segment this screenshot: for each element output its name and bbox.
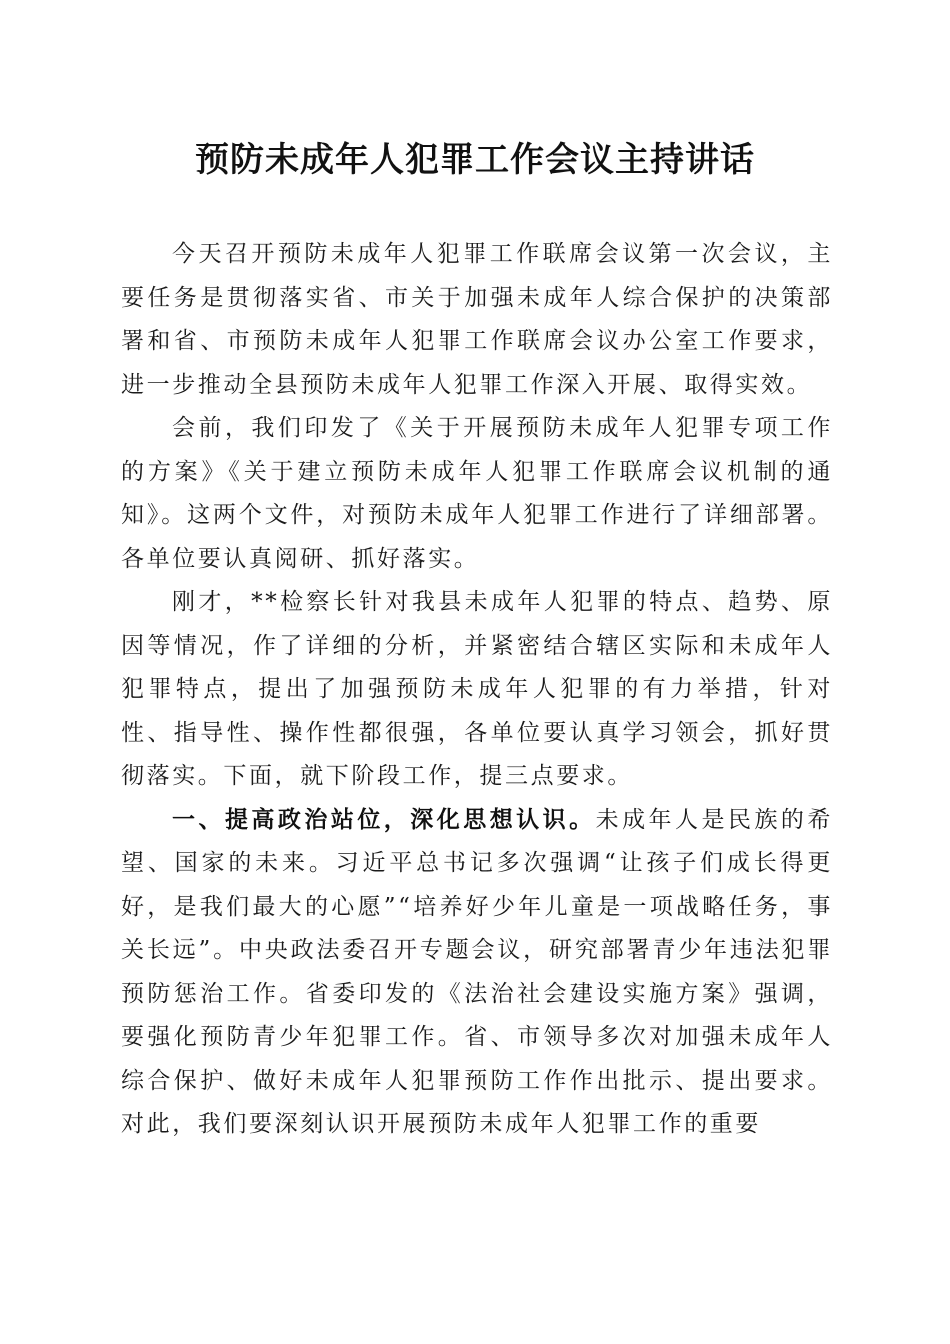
paragraph-requirement-one [121, 799, 833, 1147]
document-title: 预防未成年人犯罪工作会议主持讲话 [195, 140, 755, 180]
paragraph-opening: 今天召开预防未成年人犯罪工作联席会议第一次会议，主要任务是贯彻落实省、市关于加强未成年人综合保护的决策部署和省、市预防未成年人犯罪工作联席会议办公室工作要求，进一步推动全县预防未成年人犯罪工作深入开展、取得实效。 [121, 241, 833, 398]
requirement-one-heading: 一、提高政治站位，深化思想认识。 [172, 806, 596, 833]
requirement-one-text: 未成年人是民族的希望、国家的未来。习近平总书记多次强调“让孩子们成长得更好，是我们最大的心愿”“培养好少年儿童是一项战略任务，事关长远”。中央政法委召开专题会议，研究部署青少年违法犯罪预防惩治工作。省委印发的《法治社会建设实施方案》强调，要强化预防青少年犯罪工作。省、市领导多次对加强未成年人综合保护、做好未成年人犯罪预防工作作出批示、提出要求。对此，我们要深刻认识开展预防未成年人犯罪工作的重要 [121, 806, 833, 1137]
document-body [121, 233, 833, 1147]
paragraph-prosecutor-analysis: 刚才，**检察长针对我县未成年人犯罪的特点、趋势、原因等情况，作了详细的分析，并紧密结合辖区实际和未成年人犯罪特点，提出了加强预防未成年人犯罪的有力举措，针对性、指导性、操作性都很强，各单位要认真学习领会，抓好贯彻落实。下面，就下阶段工作，提三点要求。 [121, 589, 833, 789]
paragraph-documents: 会前，我们印发了《关于开展预防未成年人犯罪专项工作的方案》《关于建立预防未成年人犯罪工作联席会议机制的通知》。这两个文件，对预防未成年人犯罪工作进行了详细部署。各单位要认真阅研、抓好落实。 [121, 415, 833, 572]
